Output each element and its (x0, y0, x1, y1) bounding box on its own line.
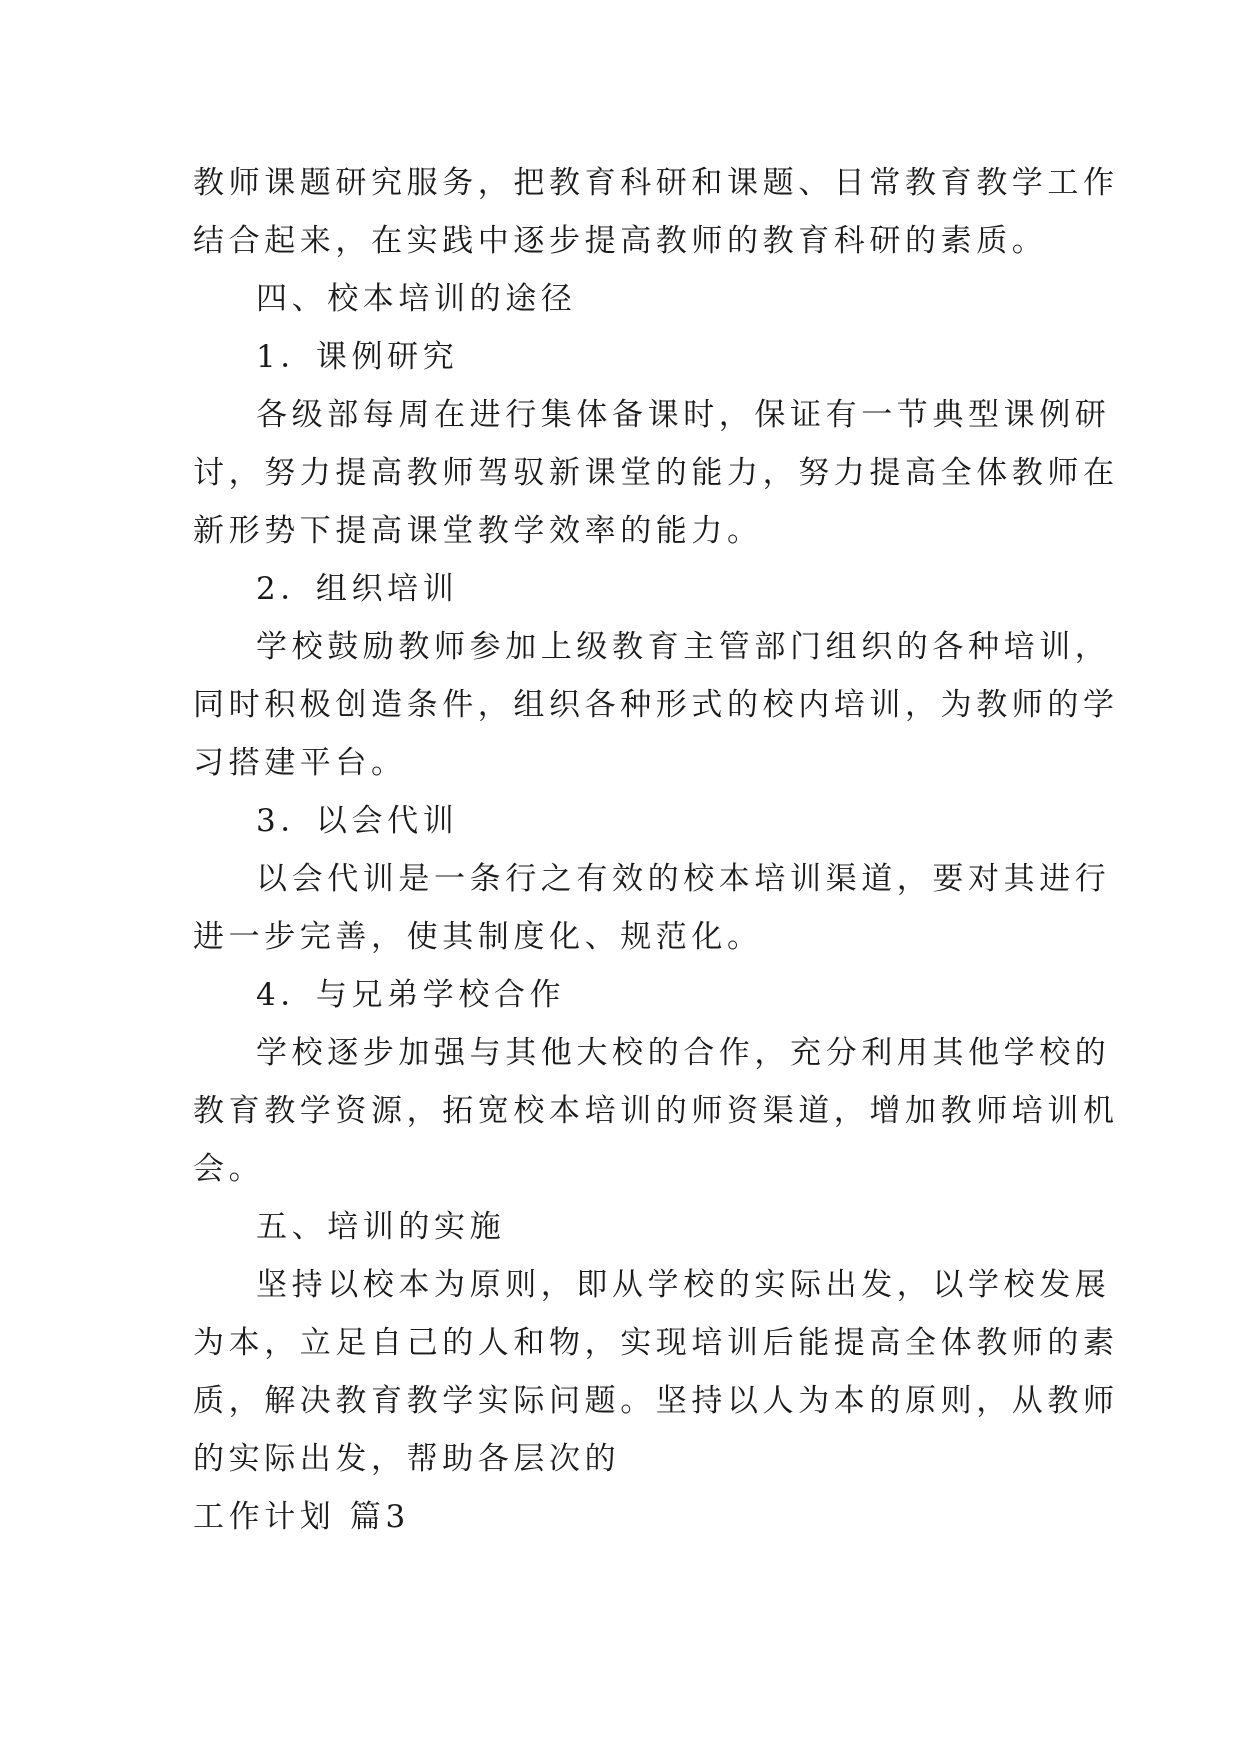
body-text-line: 以会代训是一条行之有效的校本培训渠道，要对其进行 (256, 861, 1111, 897)
body-text-line: 学校鼓励教师参加上级教育主管部门组织的各种培训， (256, 629, 1111, 665)
body-text-line: 新形势下提高课堂教学效率的能力。 (193, 513, 763, 549)
body-text-line: 教师课题研究服务，把教育科研和课题、日常教育教学工作 (193, 165, 1119, 201)
body-text-line: 质，解决教育教学实际问题。坚持以人为本的原则，从教师 (193, 1383, 1119, 1419)
body-text-line: 的实际出发，帮助各层次的 (193, 1441, 621, 1477)
body-text-line: 学校逐步加强与其他大校的合作，充分利用其他学校的 (256, 1035, 1111, 1071)
body-text-line: 为本，立足自己的人和物，实现培训后能提高全体教师的素 (193, 1325, 1119, 1361)
body-text-line: 进一步完善，使其制度化、规范化。 (193, 919, 763, 955)
body-text-line: 同时积极创造条件，组织各种形式的校内培训，为教师的学 (193, 687, 1119, 723)
subsection-heading: 3．以会代训 (256, 803, 459, 839)
body-text-line: 结合起来，在实践中逐步提高教师的教育科研的素质。 (193, 223, 1048, 259)
section-heading: 五、培训的实施 (256, 1209, 506, 1245)
body-text-line: 习搭建平台。 (193, 745, 407, 781)
subsection-heading: 1．课例研究 (256, 339, 459, 375)
body-text-line: 会。 (193, 1151, 265, 1187)
body-text-line: 教育教学资源，拓宽校本培训的师资渠道，增加教师培训机 (193, 1093, 1119, 1129)
body-text-line: 讨，努力提高教师驾驭新课堂的能力，努力提高全体教师在 (193, 455, 1119, 491)
subsection-heading: 2．组织培训 (256, 571, 459, 607)
body-text-line: 坚持以校本为原则，即从学校的实际出发，以学校发展 (256, 1267, 1111, 1303)
subsection-heading: 4．与兄弟学校合作 (256, 977, 566, 1013)
document-title-line: 工作计划 篇3 (193, 1499, 410, 1535)
body-text-line: 各级部每周在进行集体备课时，保证有一节典型课例研 (256, 397, 1111, 433)
section-heading: 四、校本培训的途径 (256, 281, 577, 317)
